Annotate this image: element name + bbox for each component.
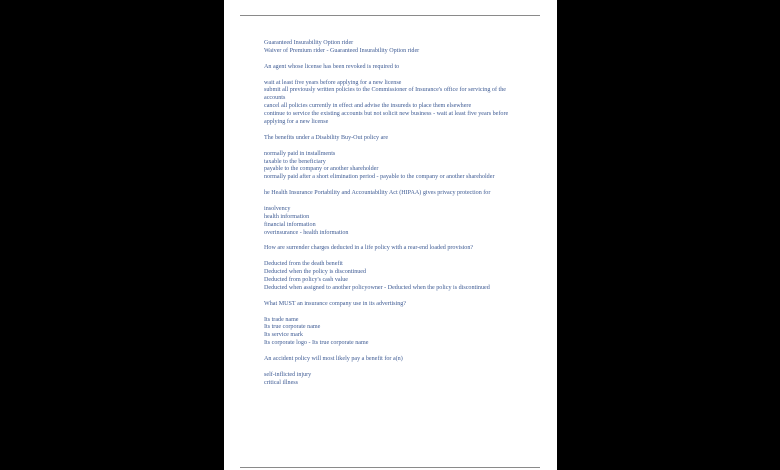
answer-option: overinsurance - health information xyxy=(264,229,349,236)
answer-option: Its service mark xyxy=(264,332,303,339)
answer-options xyxy=(264,261,519,293)
answer-option: payable to the company or another shareholder xyxy=(264,166,379,173)
answer-option: normally paid in installments xyxy=(264,150,336,157)
question-text: An accident policy will most likely pay a benefit for a(n) xyxy=(264,356,403,363)
question-text: What MUST an insurance company use in its advertising? xyxy=(264,300,407,307)
answer-option: financial information xyxy=(264,221,316,228)
answer-option: Deducted from policy's cash value xyxy=(264,277,349,284)
answer-option: wait at least five years before applying for a new license xyxy=(264,79,402,86)
document-page xyxy=(224,0,557,470)
answer-option: Guaranteed Insurability Option rider xyxy=(264,40,354,46)
answer-options xyxy=(264,317,519,349)
question-text: he Health Insurance Portability and Accountability Act (HIPAA) gives privacy protection for xyxy=(264,190,491,197)
question-text: How are surrender charges deducted in a life policy with a rear-end loaded provision? xyxy=(264,245,474,252)
answer-option: Its true corporate name xyxy=(264,324,321,331)
answer-option: insolvency xyxy=(264,205,291,212)
question-text: The benefits under a Disability Buy-Out policy are xyxy=(264,134,389,141)
answer-options xyxy=(264,206,519,238)
answer-options xyxy=(264,372,519,388)
answer-option: Its corporate logo - Its true corporate name xyxy=(264,340,369,347)
answer-option: cancel all policies currently in effect and advise the insureds to place them elsewhere xyxy=(264,103,472,110)
answer-option: Deducted when assigned to another policyowner - Deducted when the policy is discontinued xyxy=(264,284,490,291)
answer-option: normally paid after a short elimination period - payable to the company or another shareholder xyxy=(264,174,495,181)
answer-option: continue to service the existing accounts but not solicit new business - wait at least five years before applying for a new license xyxy=(264,111,509,126)
answer-option: submit all previously written policies to the Commissioner of Insurance's office for servicing of the accounts xyxy=(264,87,506,102)
answer-options xyxy=(264,40,519,56)
answer-option: taxable to the beneficiary xyxy=(264,158,326,165)
question-text: An agent whose license has been revoked is required to xyxy=(264,63,400,70)
answer-option: self-inflicted injury xyxy=(264,371,312,378)
answer-option: Waiver of Premium rider - Guaranteed Insurability Option rider xyxy=(264,47,420,54)
answer-options xyxy=(264,151,519,183)
top-rule xyxy=(240,15,540,16)
answer-option: Deducted when the policy is discontinued xyxy=(264,269,367,276)
answer-option: health information xyxy=(264,213,310,220)
answer-option: Its trade name xyxy=(264,316,299,323)
answer-options xyxy=(264,80,519,127)
bottom-rule xyxy=(240,467,540,468)
document-content xyxy=(264,40,519,396)
answer-option: Deducted from the death benefit xyxy=(264,261,343,268)
answer-option: critical illness xyxy=(264,379,299,386)
